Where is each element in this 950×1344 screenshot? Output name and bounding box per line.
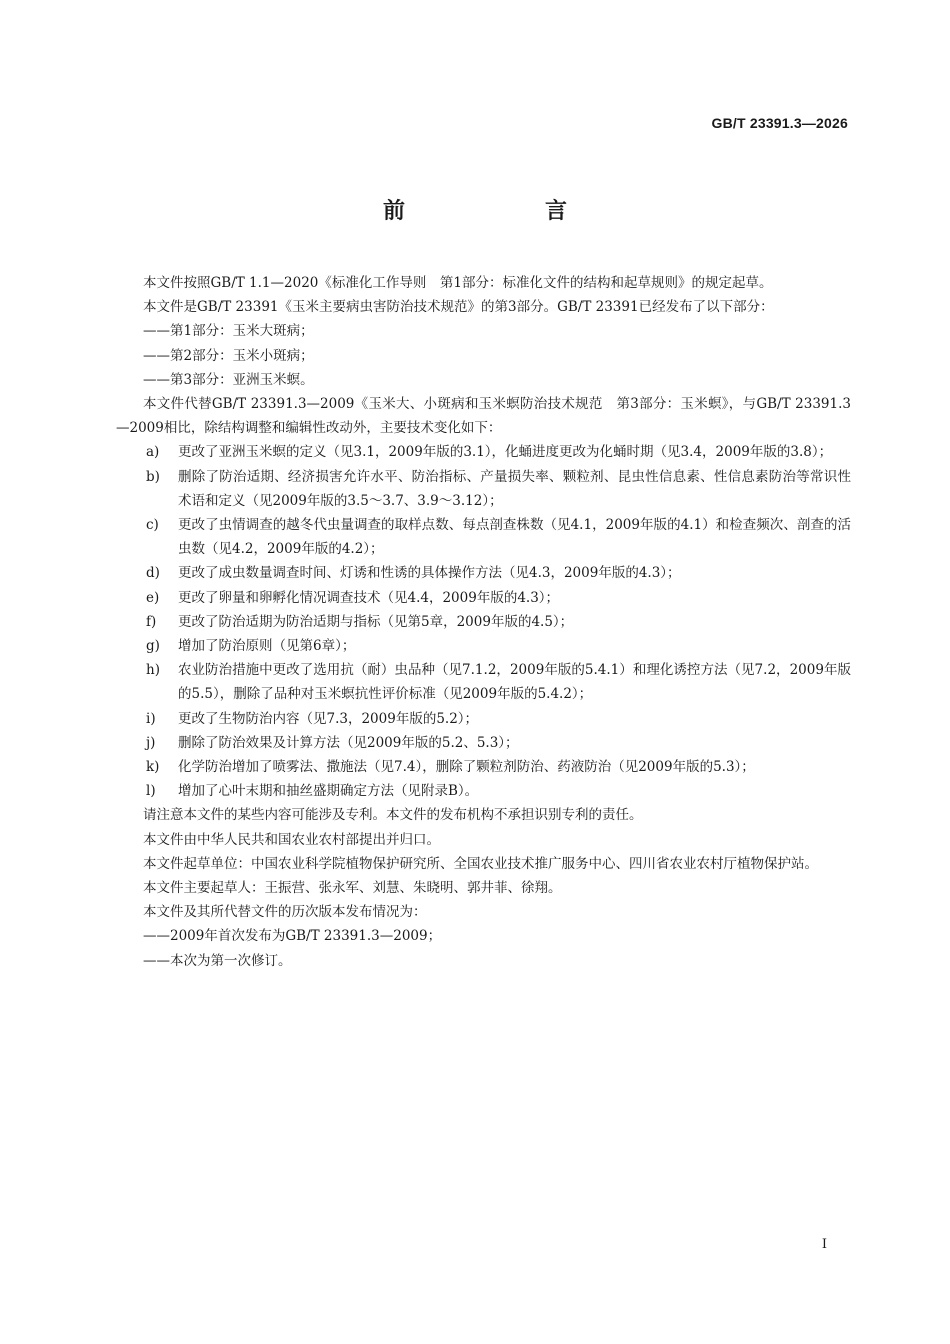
change-label: e) (146, 589, 160, 606)
drafting-units-paragraph: 本文件起草单位：中国农业科学院植物保护研究所、全国农业技术推广服务中心、四川省农业农村厅植物保护站。 (143, 855, 818, 872)
change-text: 更改了成虫数量调查时间、灯诱和性诱的具体操作方法（见4.3，2009年版的4.3）； (178, 565, 681, 582)
change-item (116, 610, 851, 634)
change-text: 删除了防治适期、经济损害允许水平、防治指标、产量损失率、颗粒剂、昆虫性信息素、性信息素防治等常识性术语和定义（见2009年版的3.5～3.7、3.9～3.12）； (178, 468, 851, 509)
proposer-paragraph: 本文件由中华人民共和国农业农村部提出并归口。 (143, 831, 440, 848)
part-list-item: ——第1部分：玉米大斑病； (143, 323, 314, 340)
drafting-paragraph: 本文件按照GB/T 1.1—2020《标准化工作导则 第1部分：标准化文件的结构和起草规则》的规定起草。 (143, 275, 773, 291)
change-label: h) (146, 662, 160, 679)
change-label: i) (146, 710, 156, 727)
change-label: f) (146, 613, 157, 630)
drafters-paragraph: 本文件主要起草人：王振营、张永军、刘慧、朱晓明、郭井菲、徐翔。 (143, 880, 562, 897)
page-title: 前 言 (382, 199, 599, 224)
change-label: d) (146, 565, 160, 582)
change-label: b) (146, 468, 160, 485)
change-label: g) (146, 638, 160, 655)
page-number: I (821, 1237, 827, 1252)
change-item (116, 586, 851, 610)
change-item (116, 779, 851, 803)
change-label: k) (146, 759, 160, 776)
parts-intro-paragraph: 本文件是GB/T 23391《玉米主要病虫害防治技术规范》的第3部分。GB/T 23391已经发布了以下部分： (143, 299, 774, 316)
change-text: 更改了亚洲玉米螟的定义（见3.1，2009年版的3.1），化蛹进度更改为化蛹时期（见3.4，2009年版的3.8）； (178, 444, 833, 461)
replace-paragraph: 本文件代替GB/T 23391.3—2009《玉米大、小斑病和玉米螟防治技术规范 第3部分：玉米螟》，与GB/T 23391.3—2009相比，除结构调整和编辑性改动外，主要技术变化如下： (116, 396, 851, 437)
change-label: c) (146, 517, 159, 534)
change-item (116, 561, 851, 585)
change-item (116, 513, 851, 561)
change-item (116, 707, 851, 731)
change-text: 更改了生物防治内容（见7.3，2009年版的5.2）； (178, 710, 479, 727)
change-text: 删除了防治效果及计算方法（见2009年版的5.2、5.3）； (178, 734, 519, 751)
changes-list (116, 440, 851, 803)
document-body (116, 271, 851, 973)
change-label: l) (146, 783, 156, 800)
part-list-item: ——第2部分：玉米小斑病； (143, 347, 314, 364)
change-item (116, 731, 851, 755)
history-list-item: ——本次为第一次修订。 (143, 952, 292, 969)
change-text: 更改了虫情调查的越冬代虫量调查的取样点数、每点剖查株数（见4.1，2009年版的4.1）和检查频次、剖查的活虫数（见4.2，2009年版的4.2）； (178, 517, 851, 558)
change-item (116, 658, 851, 706)
change-text: 化学防治增加了喷雾法、撒施法（见7.4），删除了颗粒剂防治、药液防治（见2009年版的5.3）； (178, 759, 755, 776)
part-list-item: ——第3部分：亚洲玉米螟。 (143, 371, 314, 388)
standard-code: GB/T 23391.3—2026 (711, 115, 848, 131)
change-item (116, 634, 851, 658)
change-text: 农业防治措施中更改了选用抗（耐）虫品种（见7.1.2，2009年版的5.4.1）和理化诱控方法（见7.2，2009年版的5.5），删除了品种对玉米螟抗性评价标准（见2009年版的5.4.2）； (178, 662, 851, 703)
change-text: 更改了卵量和卵孵化情况调查技术（见4.4，2009年版的4.3）； (178, 589, 560, 606)
change-text: 增加了心叶末期和抽丝盛期确定方法（见附录B）。 (178, 783, 479, 800)
change-item (116, 755, 851, 779)
change-text: 增加了防治原则（见第6章）； (178, 638, 356, 655)
patent-notice: 请注意本文件的某些内容可能涉及专利。本文件的发布机构不承担识别专利的责任。 (143, 807, 643, 824)
history-list-item: ——2009年首次发布为GB/T 23391.3—2009； (143, 928, 442, 945)
change-item (116, 465, 851, 513)
change-label: j) (146, 734, 156, 751)
change-label: a) (146, 444, 160, 461)
history-intro-paragraph: 本文件及其所代替文件的历次版本发布情况为： (143, 904, 427, 921)
change-item (116, 440, 851, 464)
change-text: 更改了防治适期为防治适期与指标（见第5章，2009年版的4.5）； (178, 613, 574, 630)
